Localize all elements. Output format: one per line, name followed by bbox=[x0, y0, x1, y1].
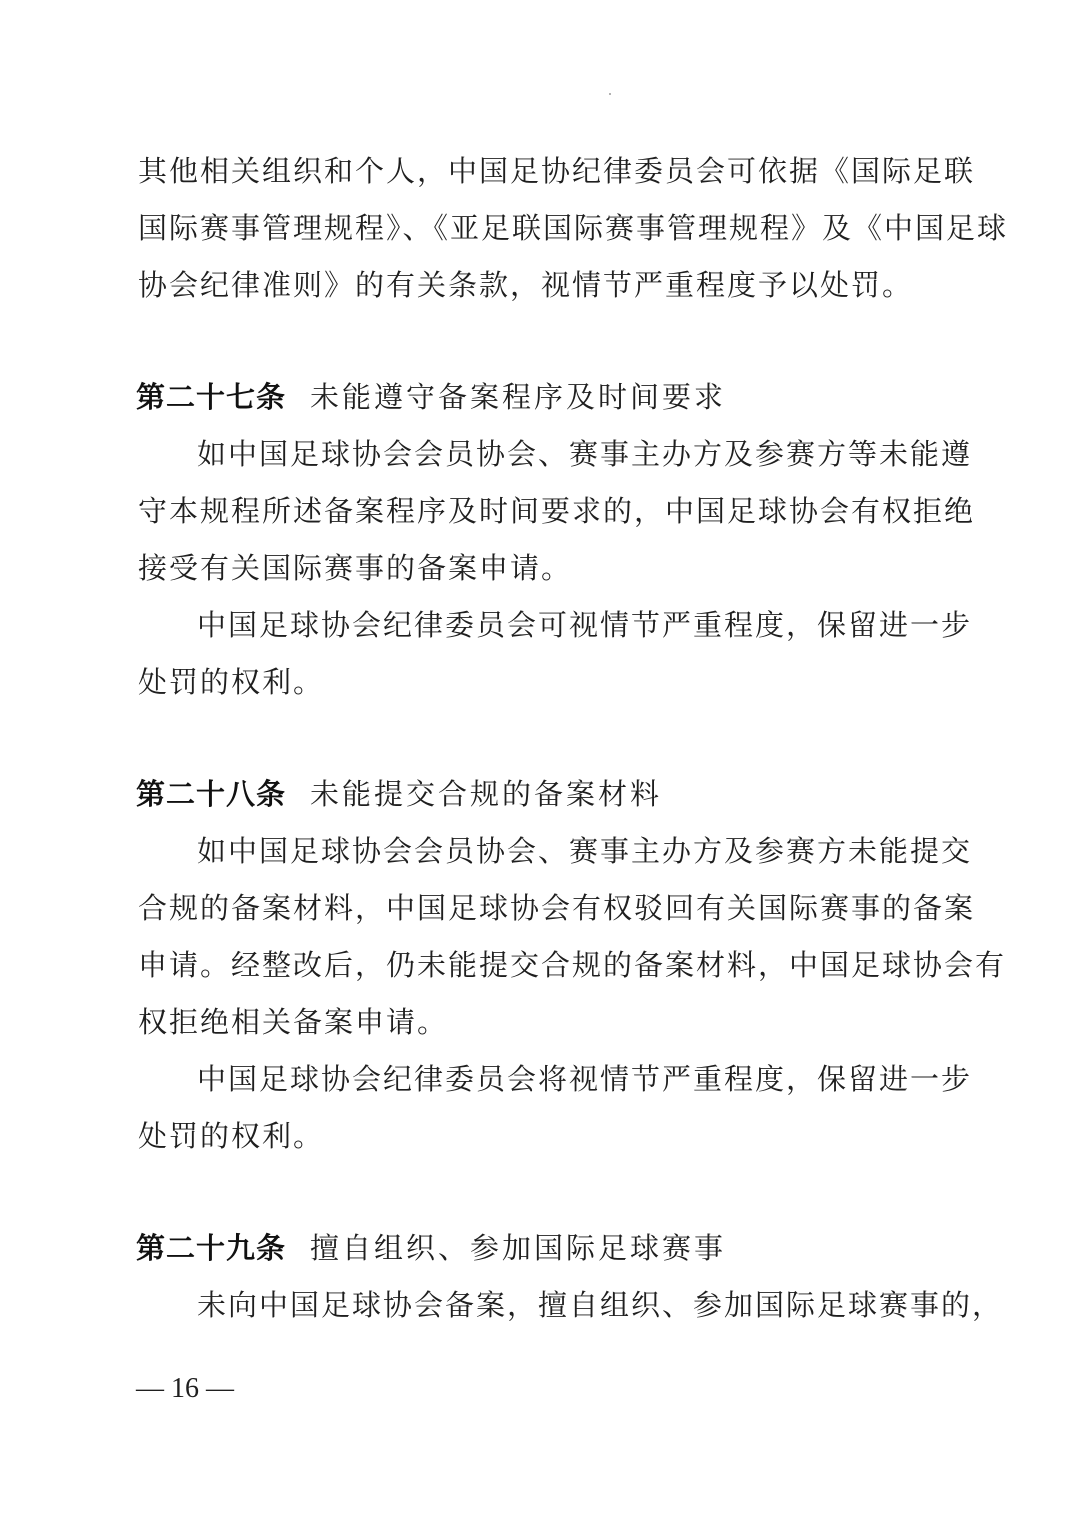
article-28-para1-line-1: 如中国足球协会会员协会、赛事主办方及参赛方未能提交 bbox=[197, 834, 973, 868]
article-28-title: 未能提交合规的备案材料 bbox=[310, 777, 663, 811]
continuation-line-3: 协会纪律准则》的有关条款，视情节严重程度予以处罚。 bbox=[138, 268, 914, 302]
continuation-line-1: 其他相关组织和个人，中国足协纪律委员会可依据《国际足联 bbox=[138, 154, 976, 188]
article-28-para2-line-1: 中国足球协会纪律委员会将视情节严重程度，保留进一步 bbox=[197, 1062, 973, 1096]
article-27-para2-line-1: 中国足球协会纪律委员会可视情节严重程度，保留进一步 bbox=[197, 608, 973, 642]
article-29-title: 擅自组织、参加国际足球赛事 bbox=[310, 1231, 727, 1265]
article-28-para1-line-2: 合规的备案材料，中国足球协会有权驳回有关国际赛事的备案 bbox=[138, 891, 976, 925]
article-27-heading bbox=[136, 377, 726, 417]
article-28-para1-line-3: 申请。经整改后，仍未能提交合规的备案材料，中国足球协会有 bbox=[138, 948, 1007, 982]
article-27-para2-line-2: 处罚的权利。 bbox=[138, 665, 325, 699]
article-29-para1-line-1: 未向中国足球协会备案，擅自组织、参加国际足球赛事的， bbox=[197, 1288, 1004, 1322]
article-27-para1-line-1: 如中国足球协会会员协会、赛事主办方及参赛方等未能遵 bbox=[197, 437, 973, 471]
article-29-heading bbox=[136, 1228, 726, 1268]
scan-speck bbox=[609, 93, 611, 95]
article-27-number: 第二十七条 bbox=[136, 380, 287, 414]
article-27-title: 未能遵守备案程序及时间要求 bbox=[310, 380, 727, 414]
article-28-para1-line-4: 权拒绝相关备案申请。 bbox=[138, 1005, 449, 1039]
article-28-para2-line-2: 处罚的权利。 bbox=[138, 1119, 325, 1153]
page-number: — 16 — bbox=[136, 1373, 234, 1404]
continuation-line-2: 国际赛事管理规程》、《亚足联国际赛事管理规程》及《中国足球 bbox=[138, 211, 1009, 245]
article-27-para1-line-3: 接受有关国际赛事的备案申请。 bbox=[138, 551, 573, 585]
article-29-number: 第二十九条 bbox=[136, 1231, 287, 1265]
article-28-number: 第二十八条 bbox=[136, 777, 287, 811]
article-28-heading bbox=[136, 774, 662, 814]
article-27-para1-line-2: 守本规程所述备案程序及时间要求的，中国足球协会有权拒绝 bbox=[138, 494, 976, 528]
